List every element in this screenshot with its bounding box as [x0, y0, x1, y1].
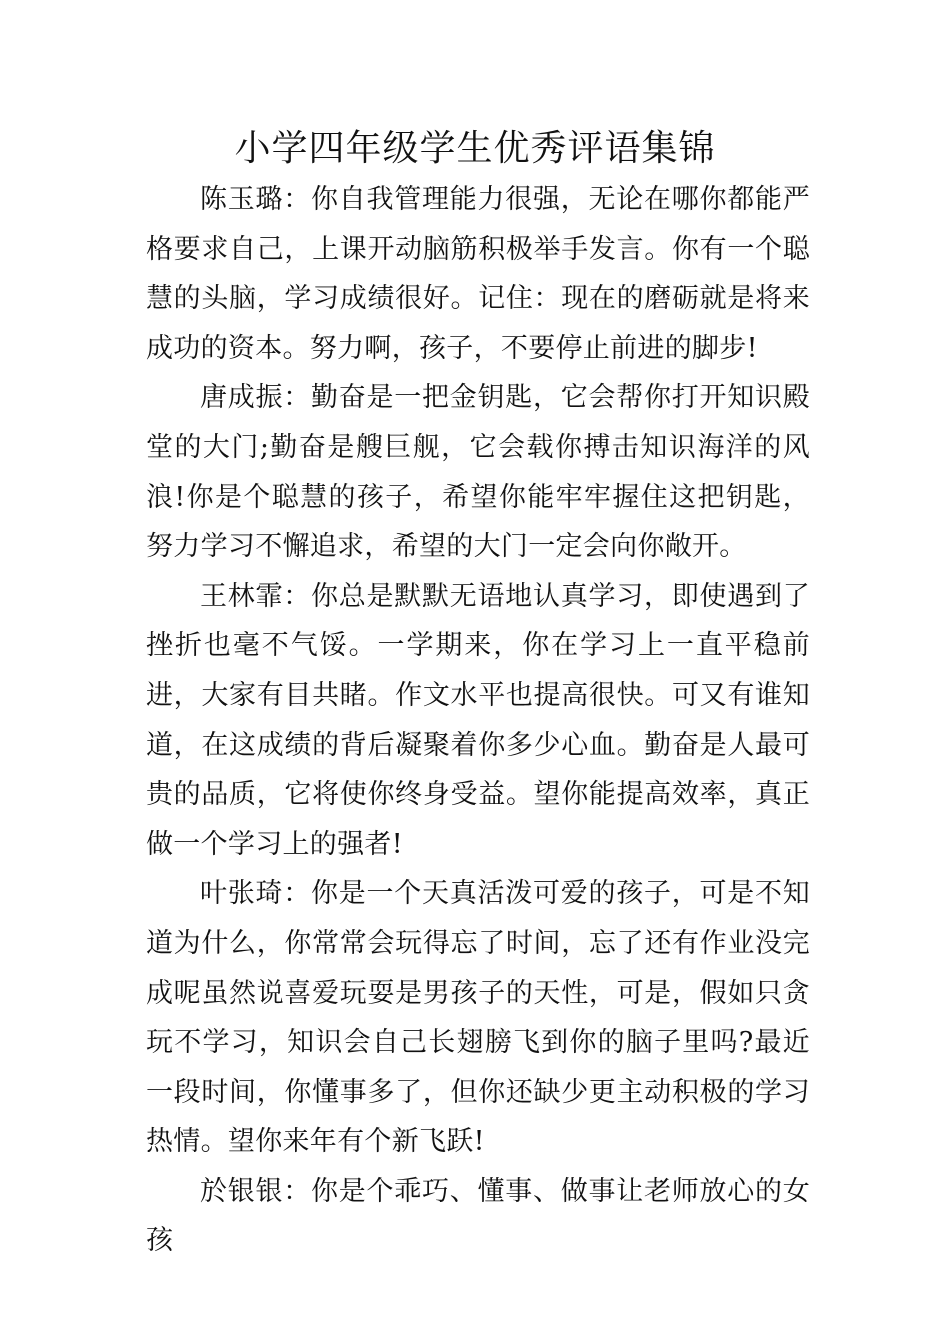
comment-paragraph: 叶张琦：你是一个天真活泼可爱的孩子，可是不知道为什么，你常常会玩得忘了时间，忘了还有作业没完成呢虽然说喜爱玩耍是男孩子的天性，可是，假如只贪玩不学习，知识会自己长翅膀飞到你的脑子里吗?最近一段时间，你懂事多了，但你还缺少更主动积极的学习热情。望你来年有个新飞跃!	[146, 878, 810, 1158]
comment-paragraph: 陈玉璐：你自我管理能力很强，无论在哪你都能严格要求自己，上课开动脑筋积极举手发言。你有一个聪慧的头脑，学习成绩很好。记住：现在的磨砺就是将来成功的资本。努力啊，孩子，不要停止前进的脚步!	[146, 184, 810, 364]
document-body	[146, 175, 810, 1266]
document-title: 小学四年级学生优秀评语集锦	[234, 128, 716, 169]
comment-paragraph: 王林霏：你总是默默无语地认真学习，即使遇到了挫折也毫不气馁。一学期来，你在学习上一直平稳前进，大家有目共睹。作文水平也提高很快。可又有谁知道，在这成绩的背后凝聚着你多少心血。勤奋是人最可贵的品质，它将使你终身受益。望你能提高效率，真正做一个学习上的强者!	[146, 580, 810, 860]
comment-paragraph: 唐成振：勤奋是一把金钥匙，它会帮你打开知识殿堂的大门;勤奋是艘巨舰，它会载你搏击知识海洋的风浪!你是个聪慧的孩子，希望你能牢牢握住这把钥匙，努力学习不懈追求，希望的大门一定会向你敞开。	[146, 382, 810, 563]
comment-paragraph: 於银银：你是个乖巧、懂事、做事让老师放心的女孩	[146, 1175, 810, 1257]
